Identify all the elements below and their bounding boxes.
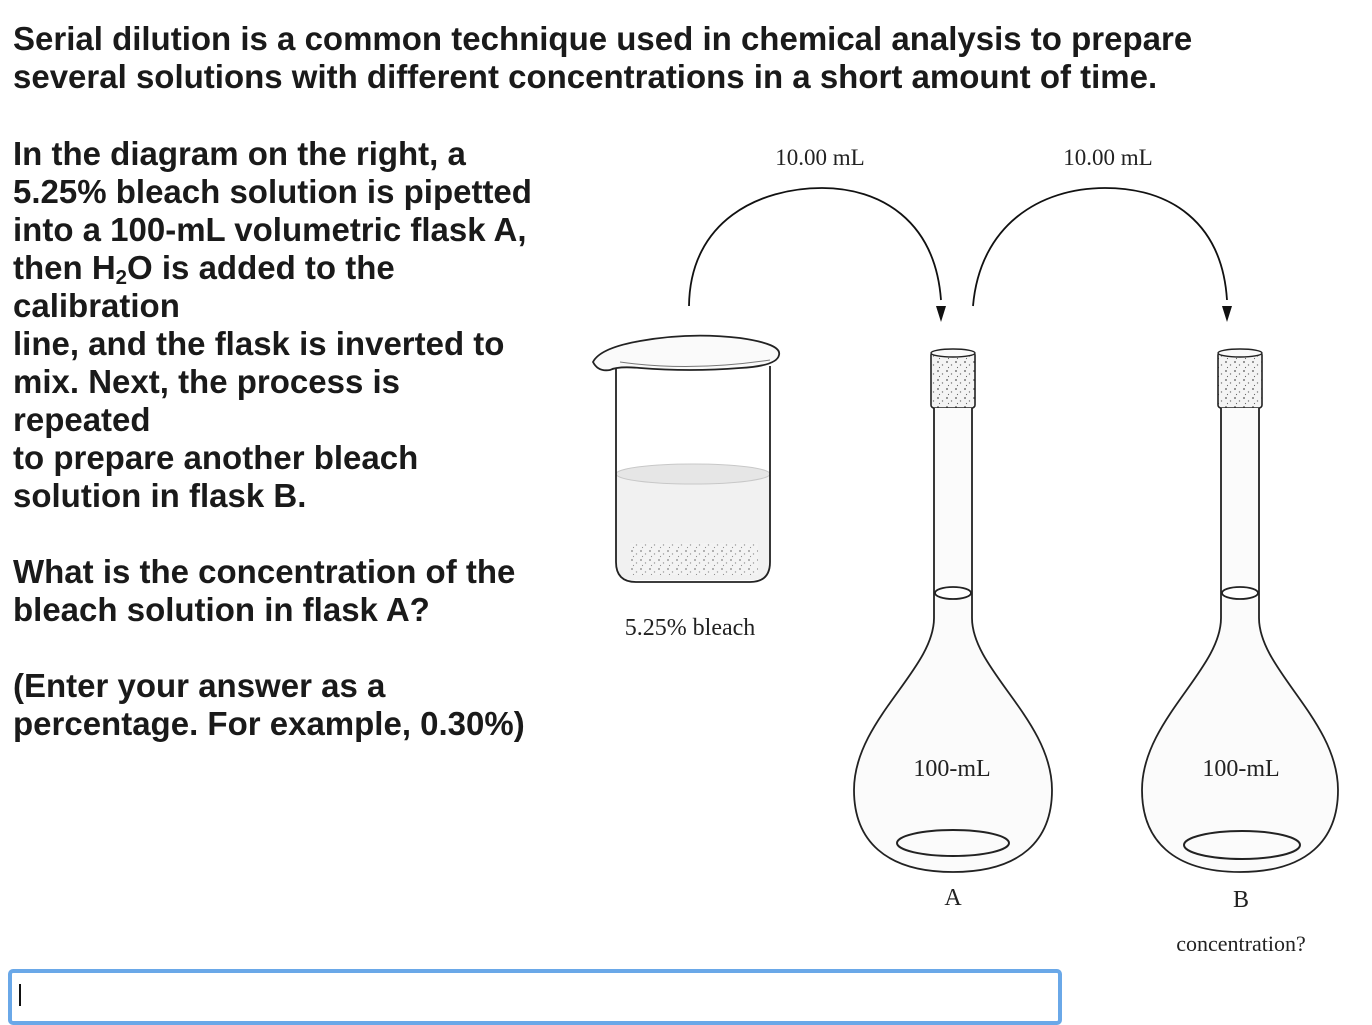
flask-a-letter: A: [944, 885, 962, 911]
volumetric-flask-a-icon: [854, 349, 1052, 872]
water-pre: then H: [13, 249, 116, 286]
procedure-line: calibration: [13, 287, 180, 324]
procedure-line: mix. Next, the process is: [13, 363, 400, 400]
water-subscript: 2: [115, 266, 128, 290]
intro-line-1: Serial dilution is a common technique used in chemical analysis to prepare: [13, 20, 1193, 57]
hint-line: percentage. For example, 0.30%): [13, 705, 525, 742]
ask-line: bleach solution in flask A?: [13, 591, 430, 628]
flask-a-volume-label: 100-mL: [913, 756, 991, 782]
procedure-line: into a 100-mL volumetric flask A,: [13, 211, 527, 248]
water-post: O is added to the: [127, 249, 395, 286]
flask-b-letter: B: [1232, 887, 1250, 913]
intro-line-2: several solutions with different concentrations in a short amount of time.: [13, 58, 1158, 95]
procedure-line: solution in flask B.: [13, 477, 307, 514]
text-cursor: [19, 984, 21, 1006]
transfer-label-1: 10.00 mL: [775, 145, 865, 170]
procedure-line: line, and the flask is inverted to: [13, 325, 505, 362]
answer-input[interactable]: [8, 969, 1062, 1025]
procedure-line: In the diagram on the right, a: [13, 135, 466, 172]
procedure-line: 5.25% bleach solution is pipetted: [13, 173, 532, 210]
flask-b-question: concentration?: [1176, 931, 1306, 956]
procedure-line: repeated: [13, 401, 151, 438]
ask-line: What is the concentration of the: [13, 553, 516, 590]
transfer-arrow-1: [689, 188, 946, 322]
beaker-icon: [593, 336, 779, 582]
procedure-line: to prepare another bleach: [13, 439, 419, 476]
flask-b-volume-label: 100-mL: [1202, 756, 1280, 782]
hint-line: (Enter your answer as a: [13, 667, 386, 704]
transfer-arrow-2: [973, 188, 1232, 322]
transfer-label-2: 10.00 mL: [1063, 145, 1153, 170]
beaker-label: 5.25% bleach: [624, 615, 756, 641]
volumetric-flask-b-icon: [1142, 349, 1338, 872]
